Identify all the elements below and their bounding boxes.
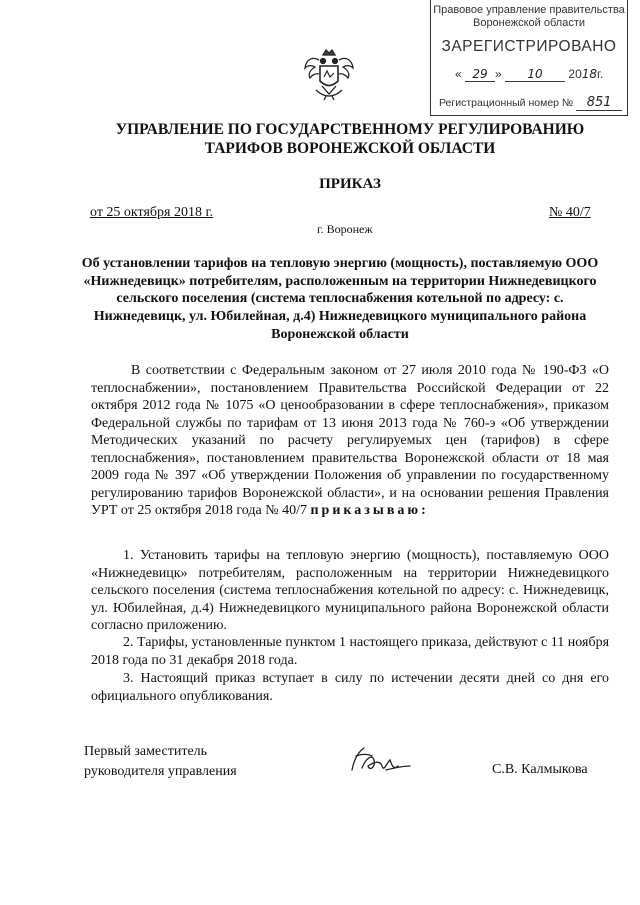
- order-item-1: 1. Установить тарифы на тепловую энергию (мощность), поставляемую ООО «Нижнедевицк» потребителям, расположенным на территории Нижнедевицкого сельского поселения (система теплоснабжения котельной по адресу: с. Нижнедевицк, ул. Юбилейная, д.4) Нижнедевицкого муниципального района Воронежской области согласно приложению.: [91, 548, 609, 633]
- coat-of-arms-icon: [302, 46, 356, 102]
- stamp-date: « 29 » 10 2018г.: [455, 67, 604, 81]
- order-date: от 25 октября 2018 г.: [90, 205, 214, 220]
- org-name-line2: ТАРИФОВ ВОРОНЕЖСКОЙ ОБЛАСТИ: [204, 140, 496, 157]
- order-city: г. Воронеж: [317, 222, 373, 236]
- document-type: ПРИКАЗ: [319, 176, 381, 192]
- stamp-line1: Правовое управление правительства: [433, 4, 625, 16]
- order-number: № 40/7: [549, 205, 591, 220]
- org-name-line1: УПРАВЛЕНИЕ ПО ГОСУДАРСТВЕННОМУ РЕГУЛИРОВАНИЮ: [115, 121, 585, 138]
- stamp-reg-number-value: 851: [576, 95, 622, 111]
- order-item-3: 3. Настоящий приказ вступает в силу по истечении десяти дней со дня его официального опубликования.: [91, 671, 609, 704]
- stamp-date-month: 10: [505, 67, 565, 82]
- signatory-position-line1: Первый заместитель: [84, 744, 208, 759]
- preamble-text: В соответствии с Федеральным законом от 27 июля 2010 года № 190-ФЗ «О теплоснабжении», постановлением Правительства Российской Федерации от 22 октября 2012 года № 1075 «О ценообразовании в сфере теплоснабжения», приказом Федеральной службы по тарифам от 13 июня 2013 года № 760-э «Об утверждении Методических указаний по расчету регулируемых цен (тарифов) в сфере теплоснабжения», постановлением правительства Воронежской области от 18 мая 2009 года № 397 «Об утверждении Положения об управлении по государственному регулированию тарифов Воронежской области», и на основании решения Правления УРТ от 25 октября 2018 года № 40/7: [91, 363, 609, 518]
- preamble-paragraph: [91, 362, 609, 520]
- signatory-position-line2: руководителя управления: [84, 764, 237, 779]
- stamp-registered: ЗАРЕГИСТРИРОВАНО: [441, 38, 617, 55]
- registration-stamp: [430, 0, 628, 116]
- handwritten-signature: [346, 744, 412, 778]
- stamp-line2: Воронежской области: [472, 17, 585, 29]
- signatory-position: [84, 742, 237, 782]
- stamp-date-day: 29: [465, 67, 495, 82]
- prikazyvayu-word: приказываю:: [310, 503, 429, 518]
- order-subject: Об установлении тарифов на тепловую энергию (мощность), поставляемую ООО «Нижнедевицк» потребителям, расположенным на территории Нижнедевицкого сельского поселения (система теплоснабжения котельной по адресу: с. Нижнедевицк, ул. Юбилейная, д.4) Нижнедевицкого муниципального района Воронежской области: [81, 256, 599, 342]
- stamp-date-year: 18: [581, 67, 598, 81]
- stamp-header: [431, 4, 627, 30]
- stamp-reg-number: Регистрационный номер № 851: [439, 95, 622, 111]
- signatory-name: С.В. Калмыкова: [492, 762, 588, 777]
- order-item-2: 2. Тарифы, установленные пунктом 1 настоящего приказа, действуют с 11 ноября 2018 года по 31 декабря 2018 года.: [91, 635, 610, 668]
